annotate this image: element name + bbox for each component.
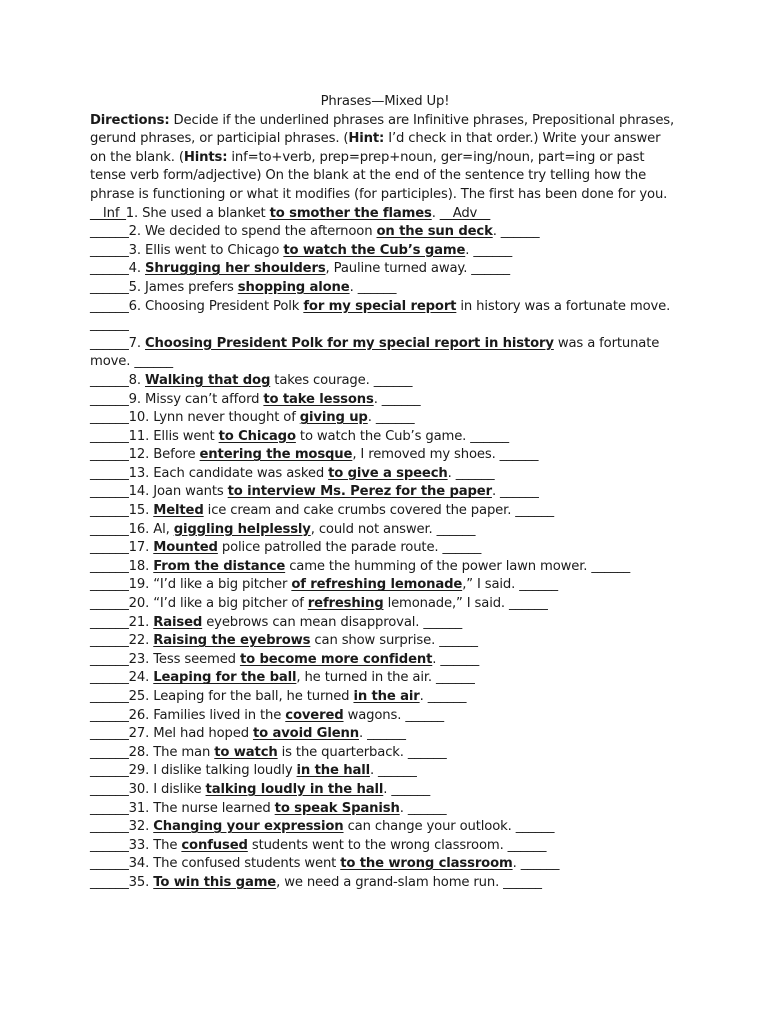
sentence-text: I dislike talking loudly [149, 763, 297, 779]
answer-blank[interactable]: ______ [90, 484, 129, 500]
sentence-text: . [512, 856, 521, 872]
sentence-text: The man [149, 744, 215, 760]
question-item [90, 446, 680, 465]
question-number: 33. [128, 837, 150, 853]
sentence-text: . [432, 651, 441, 667]
question-item [90, 242, 680, 261]
question-item [90, 632, 680, 651]
sentence-text: . [369, 763, 379, 779]
answer-blank[interactable]: ______ [90, 335, 129, 351]
sentence-text: . [359, 726, 368, 742]
question-number: 8. [128, 372, 141, 388]
question-number: 27. [128, 726, 150, 742]
question-item [90, 688, 680, 707]
sentence-text: I dislike [149, 781, 206, 797]
function-blank[interactable]: ______ [375, 410, 415, 426]
sentence-text: is the quarterback. [277, 744, 408, 760]
question-item [90, 855, 680, 874]
function-blank[interactable]: ______ [134, 354, 173, 370]
answer-blank[interactable]: ______ [90, 837, 129, 853]
answer-blank[interactable]: ______ [90, 242, 129, 258]
question-item [90, 614, 680, 633]
answer-blank[interactable]: ______ [90, 577, 129, 593]
question-item [90, 725, 680, 744]
underlined-phrase: confused [181, 837, 248, 853]
underlined-phrase: to avoid Glenn [252, 726, 359, 742]
question-number: 1. [125, 205, 139, 221]
underlined-phrase: Leaping for the ball [153, 670, 297, 686]
question-number: 16. [128, 521, 150, 537]
question-item [90, 837, 680, 856]
question-number: 30. [128, 781, 150, 797]
underlined-phrase: to Chicago [218, 428, 296, 444]
sentence-text: Each candidate was asked [149, 465, 329, 481]
worksheet [90, 93, 680, 893]
question-number: 15. [128, 503, 150, 519]
answer-blank[interactable]: ______ [90, 558, 129, 574]
sentence-text: Before [149, 447, 200, 463]
question-item [90, 558, 680, 577]
question-item [90, 651, 680, 670]
answer-blank[interactable]: ______ [90, 744, 129, 760]
directions-label: Directions: [90, 112, 170, 128]
sentence-text: can change your outlook. [343, 819, 516, 835]
underlined-phrase: to smother the flames [269, 205, 432, 221]
underlined-phrase: to watch the Cub’s game [283, 242, 466, 258]
question-item [90, 409, 680, 428]
underlined-phrase: talking loudly in the hall [205, 781, 384, 797]
function-blank[interactable]: ______ [500, 224, 540, 240]
answer-blank[interactable]: ______ [90, 856, 129, 872]
sentence-text: students went to the wrong classroom. [247, 837, 508, 853]
function-blank[interactable]: ______ [503, 874, 542, 890]
sentence-text: Mel had hoped [149, 726, 253, 742]
underlined-phrase: From the distance [153, 558, 286, 574]
sentence-text: . [491, 484, 501, 500]
underlined-phrase: to the wrong classroom [340, 856, 513, 872]
question-number: 22. [128, 633, 150, 649]
underlined-phrase: covered [285, 707, 344, 723]
sentence-text: , could not answer. [310, 521, 437, 537]
function-blank[interactable]: ______ [423, 614, 463, 630]
sentence-text: Joan wants [149, 484, 228, 500]
underlined-phrase: on the sun deck [376, 224, 493, 240]
question-number: 3. [128, 242, 141, 258]
function-blank[interactable]: ______ [591, 558, 631, 574]
question-item [90, 428, 680, 447]
sentence-text: in history was a fortunate move. [456, 298, 671, 314]
answer-blank[interactable]: ______ [90, 503, 129, 519]
sentence-text: “I’d like a big pitcher [149, 577, 292, 593]
question-item [90, 335, 680, 372]
question-item [90, 818, 680, 837]
question-list [90, 205, 680, 893]
question-number: 17. [128, 540, 150, 556]
question-item [90, 465, 680, 484]
underlined-phrase: shopping alone [237, 279, 350, 295]
question-number: 12. [128, 447, 150, 463]
directions-text-3: inf=to+verb, prep=prep+noun, ger=ing/noun, part=ing or past tense verb form/adjective) On the blank at the end of the sentence try telling how the phrase is functioning or what it modifies (for participles). The first has been done for you. [90, 149, 668, 202]
question-number: 13. [128, 465, 150, 481]
underlined-phrase: Walking that dog [145, 372, 271, 388]
directions-text-1: Decide if the underlined phrases are Infinitive phrases, Prepositional phrases, gerund phrases, or participial phrases. ( [90, 112, 675, 147]
underlined-phrase: Mounted [153, 540, 218, 556]
sentence-text: , Pauline turned away. [325, 261, 472, 277]
answer-blank[interactable]: ______ [90, 261, 129, 277]
sentence-text: Lynn never thought of [149, 410, 300, 426]
sentence-text: Missy can’t afford [140, 391, 264, 407]
function-blank[interactable]: ______ [373, 372, 413, 388]
sentence-text: Families lived in the [149, 707, 286, 723]
hints-label: Hints: [183, 149, 228, 165]
question-number: 25. [128, 689, 150, 704]
question-number: 6. [128, 298, 141, 314]
question-item [90, 223, 680, 242]
function-blank[interactable]: ______ [471, 261, 510, 277]
sentence-text: Tess seemed [149, 651, 240, 667]
function-blank[interactable]: ______ [367, 726, 406, 742]
question-item [90, 576, 680, 595]
hint-label: Hint: [348, 131, 385, 147]
sentence-text: Ellis went [149, 428, 219, 444]
function-blank[interactable]: ______ [436, 521, 476, 537]
function-blank[interactable]: ______ [378, 763, 417, 779]
question-number: 5. [128, 279, 141, 295]
question-item [90, 391, 680, 410]
function-blank[interactable]: ______ [470, 428, 509, 444]
function-blank[interactable]: __Adv__ [439, 205, 491, 221]
underlined-phrase: to watch [214, 744, 278, 760]
question-item [90, 483, 680, 502]
answer-blank[interactable]: __Inf_ [90, 205, 126, 221]
function-blank[interactable]: ______ [435, 670, 475, 686]
question-number: 34. [128, 856, 150, 872]
underlined-phrase: Melted [153, 503, 204, 519]
sentence-text: , he turned in the air. [296, 670, 436, 686]
sentence-text: Choosing President Polk [140, 298, 304, 314]
function-blank[interactable]: ______ [407, 800, 447, 816]
answer-blank[interactable]: ______ [90, 874, 129, 890]
function-blank[interactable]: ______ [520, 856, 560, 872]
question-number: 29. [128, 763, 150, 779]
underlined-phrase: to become more confident [239, 651, 433, 667]
question-item [90, 279, 680, 298]
function-blank[interactable]: ______ [381, 391, 421, 407]
question-number: 31. [128, 800, 150, 816]
question-item [90, 744, 680, 763]
answer-blank[interactable]: ______ [90, 224, 129, 240]
underlined-phrase: to take lessons [263, 391, 374, 407]
function-blank[interactable]: ______ [519, 577, 558, 593]
sentence-text: James prefers [140, 279, 238, 295]
sentence-text: She used a blanket [138, 205, 270, 221]
function-blank[interactable]: ______ [515, 819, 555, 835]
sentence-text: was a fortunate move. [90, 335, 660, 370]
function-blank[interactable]: ______ [455, 465, 495, 481]
question-number: 35. [128, 874, 150, 890]
sentence-text: . [367, 410, 376, 426]
underlined-phrase: for my special report [303, 298, 457, 314]
answer-blank[interactable]: ______ [90, 596, 129, 612]
function-blank[interactable]: ______ [509, 596, 548, 612]
question-number: 7. [128, 335, 141, 351]
underlined-phrase: to give a speech [328, 465, 448, 481]
sentence-text: can show surprise. [310, 633, 440, 649]
answer-blank[interactable]: ______ [90, 651, 129, 667]
function-blank[interactable]: ______ [499, 447, 539, 463]
answer-blank[interactable]: ______ [90, 465, 129, 481]
function-blank[interactable]: ______ [405, 707, 444, 723]
underlined-phrase: to speak Spanish [274, 800, 400, 816]
sentence-text: takes courage. [270, 372, 374, 388]
answer-blank[interactable]: ______ [90, 428, 129, 444]
sentence-text: . [465, 242, 474, 258]
answer-blank[interactable]: ______ [90, 614, 129, 630]
question-item [90, 800, 680, 819]
question-number: 28. [128, 744, 150, 760]
sentence-text: , I removed my shoes. [352, 447, 500, 463]
sentence-text: . [447, 465, 456, 481]
question-item [90, 205, 680, 224]
sentence-text: The nurse learned [149, 800, 275, 816]
underlined-phrase: Raising the eyebrows [153, 633, 311, 649]
question-item [90, 595, 680, 614]
underlined-phrase: in the air [353, 689, 420, 704]
question-number: 18. [128, 558, 150, 574]
question-number: 20. [128, 596, 150, 612]
answer-blank[interactable]: ______ [90, 372, 129, 388]
function-blank[interactable]: ______ [391, 781, 431, 797]
question-number: 2. [128, 224, 141, 240]
question-number: 11. [128, 428, 150, 444]
question-item [90, 372, 680, 391]
answer-blank[interactable]: ______ [90, 819, 129, 835]
question-number: 19. [128, 577, 150, 593]
function-blank[interactable]: ______ [515, 503, 554, 519]
question-item [90, 707, 680, 726]
underlined-phrase: Changing your expression [153, 819, 344, 835]
function-blank[interactable]: ______ [440, 651, 480, 667]
function-blank[interactable]: ______ [407, 744, 447, 760]
sentence-text: The confused students went [149, 856, 341, 872]
underlined-phrase: Shrugging her shoulders [145, 261, 326, 277]
underlined-phrase: giggling helplessly [173, 521, 311, 537]
question-number: 24. [128, 670, 150, 686]
sentence-text: . [431, 205, 440, 221]
sentence-text: We decided to spend the afternoon [140, 224, 377, 240]
question-number: 14. [128, 484, 150, 500]
function-blank[interactable]: ______ [427, 689, 467, 704]
sentence-text: ,” I said. [462, 577, 520, 593]
answer-blank[interactable]: ______ [90, 521, 129, 537]
sentence-text: . [399, 800, 408, 816]
question-number: 26. [128, 707, 150, 723]
answer-blank[interactable]: ______ [90, 410, 129, 426]
question-number: 4. [128, 261, 141, 277]
underlined-phrase: giving up [299, 410, 368, 426]
sentence-text: . [373, 391, 382, 407]
function-blank[interactable]: ______ [500, 484, 539, 500]
answer-blank[interactable]: ______ [90, 298, 129, 314]
underlined-phrase: to interview Ms. Perez for the paper [227, 484, 492, 500]
answer-blank[interactable]: ______ [90, 689, 129, 704]
sentence-text: Ellis went to Chicago [140, 242, 284, 258]
sentence-text: came the humming of the power lawn mower. [285, 558, 592, 574]
underlined-phrase: Choosing President Polk for my special report in history [145, 335, 554, 351]
sentence-text: to watch the Cub’s game. [295, 428, 471, 444]
answer-blank[interactable]: ______ [90, 763, 129, 779]
question-item [90, 669, 680, 688]
underlined-phrase: entering the mosque [199, 447, 353, 463]
question-item [90, 260, 680, 279]
question-item [90, 298, 680, 335]
sentence-text: . [383, 781, 392, 797]
function-blank[interactable]: ______ [90, 317, 129, 333]
question-number: 10. [128, 410, 150, 426]
question-item [90, 521, 680, 540]
question-item [90, 762, 680, 781]
sentence-text: Leaping for the ball, he turned [149, 689, 354, 704]
answer-blank[interactable]: ______ [90, 670, 129, 686]
sentence-text: wagons. [343, 707, 406, 723]
answer-blank[interactable]: ______ [90, 726, 129, 742]
sentence-text: , we need a grand-slam home run. [276, 874, 504, 890]
sentence-text: . [492, 224, 501, 240]
answer-blank[interactable]: ______ [90, 279, 129, 295]
sentence-text: Al, [149, 521, 174, 537]
sentence-text: ice cream and cake crumbs covered the paper. [203, 503, 516, 519]
underlined-phrase: Raised [153, 614, 203, 630]
question-number: 32. [128, 819, 150, 835]
question-number: 21. [128, 614, 150, 630]
underlined-phrase: To win this game [153, 874, 277, 890]
function-blank[interactable]: ______ [507, 837, 547, 853]
question-item [90, 781, 680, 800]
underlined-phrase: in the hall [296, 763, 370, 779]
function-blank[interactable]: ______ [442, 540, 482, 556]
sentence-text: lemonade,” I said. [383, 596, 510, 612]
sentence-text: police patrolled the parade route. [217, 540, 443, 556]
question-item [90, 539, 680, 558]
question-number: 23. [128, 651, 150, 667]
question-item [90, 502, 680, 521]
answer-blank[interactable]: ______ [90, 391, 129, 407]
directions-paragraph [90, 112, 680, 205]
underlined-phrase: refreshing [307, 596, 384, 612]
answer-blank[interactable]: ______ [90, 633, 129, 649]
sentence-text: . [349, 279, 358, 295]
function-blank[interactable]: ______ [473, 242, 513, 258]
function-blank[interactable]: ______ [439, 633, 478, 649]
worksheet-title: Phrases—Mixed Up! [320, 94, 450, 109]
directions-text-2: I’d check in that order.) Write your answer on the blank. ( [90, 131, 661, 165]
sentence-text: eyebrows can mean disapproval. [202, 614, 424, 630]
question-item [90, 874, 680, 893]
question-number: 9. [128, 391, 141, 407]
sentence-text: The [149, 837, 182, 853]
sentence-text: “I’d like a big pitcher of [149, 596, 308, 612]
underlined-phrase: of refreshing lemonade [291, 577, 463, 593]
answer-blank[interactable]: ______ [90, 540, 129, 556]
answer-blank[interactable]: ______ [90, 707, 129, 723]
function-blank[interactable]: ______ [357, 279, 397, 295]
answer-blank[interactable]: ______ [90, 800, 129, 816]
sentence-text: . [419, 689, 428, 704]
answer-blank[interactable]: ______ [90, 447, 129, 463]
answer-blank[interactable]: ______ [90, 781, 129, 797]
